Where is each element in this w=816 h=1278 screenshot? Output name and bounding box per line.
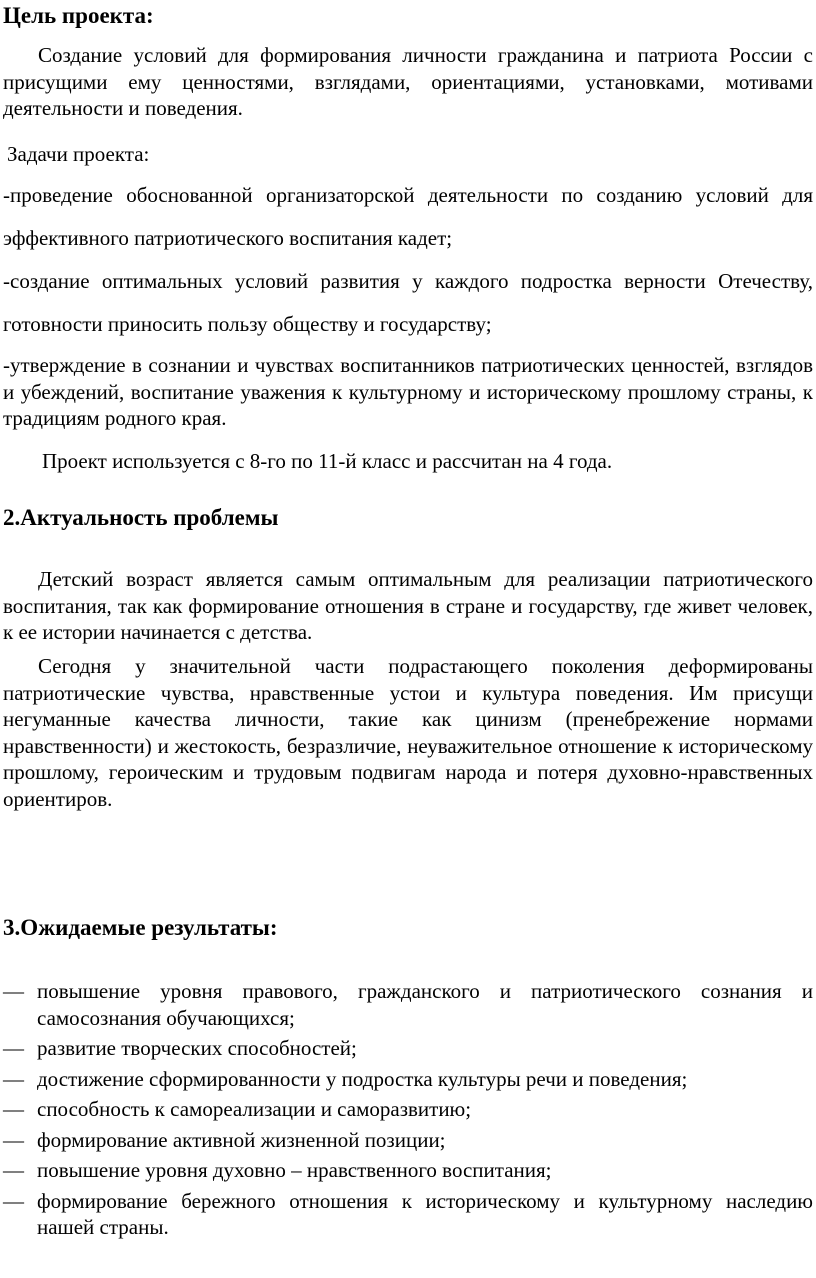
results-item-text: развитие творческих способностей;: [37, 1036, 357, 1060]
results-item-text: формирование активной жизненной позиции;: [37, 1127, 446, 1152]
tasks-heading: Задачи проекта:: [7, 142, 150, 166]
results-item-text: повышение уровня правового, гражданского и патриотического сознания и самосознания обучающихся;: [37, 979, 813, 1030]
dash-marker: —: [3, 1188, 24, 1213]
results-list-item: [3, 1188, 813, 1241]
dash-marker: —: [3, 1066, 24, 1091]
results-heading: 3.Ожидаемые результаты:: [3, 915, 278, 940]
results-list: [3, 978, 813, 1245]
dash-marker: —: [3, 1036, 24, 1060]
results-item-text: повышение уровня духовно – нравственного воспитания;: [37, 1158, 552, 1182]
usage-paragraph: Проект используется с 8-го по 11-й класс и рассчитан на 4 года.: [42, 449, 613, 473]
results-item-text: достижение сформированности у подростка культуры речи и поведения;: [37, 1066, 688, 1091]
relevance-paragraph-1: Детский возраст является самым оптимальным для реализации патриотического воспитания, так как формирование отношения в стране и государству, где живет человек, к ее истории начинается с детства.: [3, 567, 813, 644]
results-list-item: [3, 1157, 813, 1184]
results-list-item: [3, 1127, 813, 1154]
dash-marker: —: [3, 979, 24, 1003]
results-list-item: [3, 1096, 813, 1123]
results-list-item: [3, 978, 813, 1031]
results-list-item: [3, 1035, 813, 1062]
goal-paragraph: Создание условий для формирования личности гражданина и патриота России с присущими ему ценностями, взглядами, ориентациями, установками, мотивами деятельности и поведения.: [3, 43, 813, 120]
results-list-item: [3, 1066, 813, 1093]
task-item-2: -создание оптимальных условий развития у каждого подростка верности Отечеству, готовности приносить пользу обществу и государству;: [3, 269, 813, 336]
dash-marker: —: [3, 1127, 24, 1152]
results-item-text: формирование бережного отношения к историческому и культурному наследию нашей страны.: [37, 1188, 813, 1239]
task-item-3: -утверждение в сознании и чувствах воспитанников патриотических ценностей, взглядов и убеждений, воспитание уважения к культурному и историческому прошлому страны, к традициям родного края.: [3, 353, 813, 430]
relevance-paragraph-2: Сегодня у значительной части подрастающего поколения деформированы патриотические чувства, нравственные устои и культура поведения. Им присущи негуманные качества личности, такие как цинизм (пренебрежение нормами нравственности) и жестокость, безразличие, неуважительное отношение к историческому прошлому, героическим и трудовым подвигам народа и потеря духовно-нравственных ориентиров.: [3, 654, 813, 811]
task-item-1: -проведение обоснованной организаторской деятельности по созданию условий для эффективного патриотического воспитания кадет;: [3, 183, 813, 250]
results-item-text: способность к самореализации и саморазвитию;: [37, 1097, 472, 1121]
goal-heading: Цель проекта:: [3, 3, 154, 28]
relevance-heading: 2.Актуальность проблемы: [3, 505, 279, 530]
dash-marker: —: [3, 1158, 24, 1182]
dash-marker: —: [3, 1097, 24, 1121]
